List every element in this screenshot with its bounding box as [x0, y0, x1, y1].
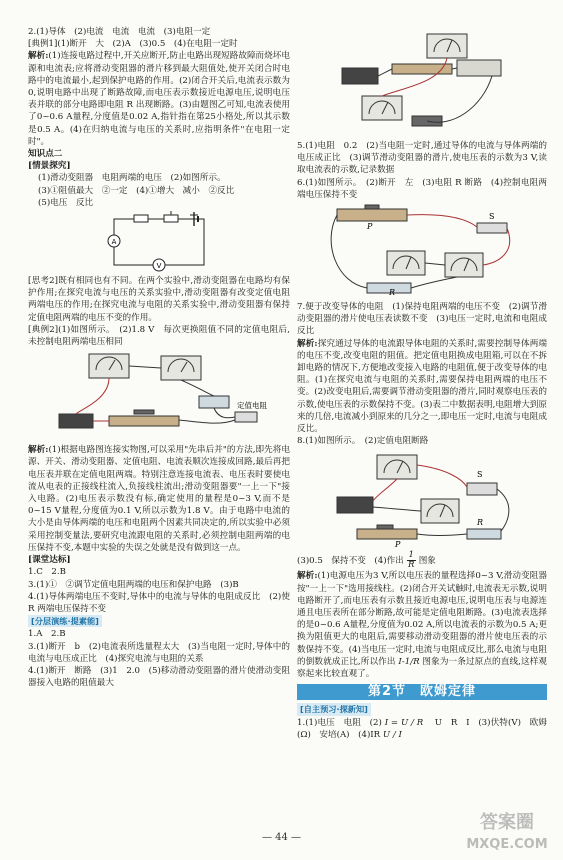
answer-7: 7.便于改变导体的电阻 (1)保持电阻两端的电压不变 (2)调节滑动变阻器的滑片使电压表读数不变 (3)电压一定时,电流和电阻成反比 [297, 302, 547, 337]
analysis-text: (1)根据电路图连接实物图,可以采用"先串后并"的方法,即先将电源、开关、滑动变阻器、定值电阻、电流表顺次连接成回路,最后再把电压表并联在定值电阻两端。特别注意连接电流表、电压表时要使电流从电表的正接线柱流入,负接线柱流出;滑动变阻器要"一上一下"接入电路。(2)电压表示数没有标,确定使用的量程是0~3 V,而不是0~15 V量程,分度值为0.1 V,所以示数为1.8 V。由于电路中电流的大小是由导体两端的电压和电阻两个因素共同决定的,所以实验中必须采用控制变量法,要研究电流跟电阻的关系时,必须控制电阻两端的电压保持不变,本题中实验的失误之处就是没有做到这一点。 [28, 445, 290, 553]
preview-ans-1b: U R I (3)伏特(V) 欧姆(Ω) 安培(A) (4)IR [297, 717, 548, 740]
practice-ans-1: 1.A 2.B [28, 629, 66, 640]
right-column [297, 26, 547, 741]
fig6-label-p: P [367, 222, 373, 232]
answer-8: 8.(1)如图所示。 (2)定值电阻断路 [297, 436, 429, 447]
fig6-label-s: S [489, 212, 495, 222]
svg-text:答案圈: 答案圈 [480, 812, 534, 833]
example-1: [典例1](1)断开 大 (2)A (3)0.5 (4)在电阻一定时 [28, 39, 238, 50]
answer-8-cont [297, 551, 547, 570]
preview-heading [297, 703, 547, 716]
wiring-photo [49, 350, 269, 442]
practice-ans-3: 3.(1)断开 b (2)电流表所选量程太大 (3)当电阻一定时,导体中的电流与电压成正比 (4)探究电流与电阻的关系 [28, 641, 290, 664]
fig8-label-r: R [477, 518, 484, 528]
page-number: — 44 — [261, 832, 302, 843]
svg-text:V: V [156, 262, 162, 271]
resistance-formula: U / I [382, 729, 402, 740]
analysis-text: (1)电源电压为3 V,所以电压表的量程选择0~3 V,滑动变阻器按"一上一下"选用接线柱。(2)闭合开关试触时,电流表无示数,说明电路断开了,而电压表有示数且接近电源电压,说明电压表与电源连通且电压表所在部分断路,故可能是定值电阻断路。(3)电流表选择的是0~0.6 A量程,分度值为0.02 A,所以电流表的示数为0.5 A;更换为阻值更大的电阻后,需要移动滑动变阻器的滑片使电压表的示数保持不变。(4)当电压一定时,电流与电阻成反比,那么电流与电阻的倒数就成正比,所以作出 [297, 571, 547, 667]
analysis-label: 解析: [297, 571, 318, 582]
fig8-label-s: S [477, 470, 483, 480]
watermark-logo [462, 806, 552, 854]
target-ans-4: 4.(1)导体两端电压不变时,导体中的电流与导体的电阻成反比 (2)使 R 两端电压保持不变 [28, 591, 290, 614]
answer-2: 2.(1)导体 (2)电流 电流 电流 (3)电阻一定 [28, 27, 211, 37]
target-ans-3: 3.(1)① ②调节定值电阻两端的电压和保护电路 (3)B [28, 579, 239, 590]
layer-practice-heading [28, 615, 290, 628]
answer-6: 6.(1)如图所示。 (2)断开 左 (3)电阻 R 断路 (4)控制电阻两端电压保持不变 [297, 177, 547, 200]
analysis-label: 解析: [297, 338, 318, 349]
analysis-4 [297, 570, 547, 680]
scenario-ans-2: (3)①阻值最大 ②一定 (4)①增大 减小 ②反比 [38, 185, 235, 196]
analysis-label: 解析: [28, 445, 49, 456]
fraction-den: R [407, 560, 415, 571]
svg-text:MXQE.COM: MXQE.COM [466, 837, 548, 852]
fig8-label-p: P [395, 540, 401, 550]
answer-5: 5.(1)电阻 0.2 (2)当电阻一定时,通过导体的电流与导体两端的电压成正比 (3)调节滑动变阻器的滑片,使电压表的示数为3 V,读取电流表的示数,记录数据 [297, 141, 547, 176]
analysis-3 [297, 338, 547, 436]
analysis-text: 探究通过导体的电流跟导体电阻的关系时,需要控制导体两端的电压不变,改变电阻的阻值。把定值电阻换成电阻箱,可以在不拆卸电路的情况下,方便地改变接入电路的电阻值,便于改变导体的电阻。(1)在探究电流与电阻的关系时,需要保持电阻两端的电压不变。(2)改变电阻后,需要调节滑动变阻器的滑片,同时观察电压表的示数,使电压表的示数保持不变。(3)表二中数据表明,电阻增大到原来的几倍,电流减小到原来的几分之一,即电压一定时,电流与电阻成反比。 [297, 338, 547, 435]
class-target-heading: [课堂达标] [28, 555, 71, 566]
analysis-1 [28, 50, 290, 148]
ohm-equation: I = U / R [384, 717, 424, 728]
preview-label: [自主预习·探新知] [297, 703, 371, 715]
left-column [28, 26, 290, 689]
preview-ans-1a: 1.(1)电压 电阻 (2) [297, 717, 382, 728]
scenario-ans-1: (1)滑动变阻器 电阻两端的电压 (2)如图所示。 [38, 173, 226, 184]
example-2: [典例2](1)如图所示。 (2)1.8 V 每次更换阻值不同的定值电阻后,未控制电阻两端电压相同 [28, 324, 290, 348]
top-wiring-photo [332, 28, 512, 138]
fraction-1-over-r [407, 551, 416, 570]
analysis-label: 解析: [28, 51, 49, 62]
q6-wiring-photo [317, 203, 527, 299]
layer-practice-label: [分层演练·提素能] [28, 615, 102, 627]
section-title-bar: 第2节 欧姆定律 [297, 684, 547, 700]
circuit-diagram [94, 211, 224, 273]
inline-fraction-2: I-1/R [395, 656, 423, 667]
svg-text:A: A [111, 238, 117, 247]
fraction-num: 1 [408, 550, 414, 561]
analysis-text-b: 图象为一条过原点的直线,这样观察起来比较直观了。 [297, 656, 548, 680]
practice-ans-4: 4.(1)断开 断路 (3)1 2.0 (5)移动滑动变阻器的滑片使滑动变阻器接入电路的阻值最大 [28, 665, 290, 689]
q8-wiring-photo [317, 449, 527, 549]
preview-ans-1 [297, 717, 547, 741]
answer-8-text-a: (3)0.5 保持不变 (4)作出 [297, 556, 404, 567]
think-2: [思考2]既有相同也有不同。在两个实验中,滑动变阻器在电路均有保护作用;在探究电流与电压的关系实验中,滑动变阻器有改变定值电阻两端电压的作用;在探究电流与电阻的关系实验中,滑动变阻器有保持定值电阻两端的电压不变的作用。 [28, 276, 290, 323]
fig-label-resistor: 定值电阻 [237, 401, 267, 411]
fig6-label-r: R [389, 288, 396, 298]
analysis-2 [28, 444, 290, 554]
knowledge-point-2: 知识点二 [28, 149, 63, 160]
answer-8-text-b: 图象 [418, 556, 436, 567]
scenario-heading: [情景探究] [28, 161, 71, 172]
analysis-text: (1)连接电路过程中,开关应断开,防止电路出现短路故障而烧坏电源和电流表;应将滑动变阻器的滑片移到最大阻值处,使开关闭合时电路中的电流最小,起到保护电路的作用。(2)闭合开关后,电流表示数为0,说明电路中出现了断路故障,而电压表示数接近电源电压,说明电压表并联的部分电路即电阻 R 出现断路。(3)由题图乙可知,电流表使用了0~0.6 A量程,分度值是0.02 A,指针指在第25小格处,所以其示数是0.5 A。(4)在归纳电流与电压的关系时,应指明条件"在电阻一定时"。 [28, 51, 290, 147]
target-ans-1: 1.C 2.B [28, 567, 66, 578]
scenario-ans-3: (5)电压 反比 [38, 197, 94, 208]
